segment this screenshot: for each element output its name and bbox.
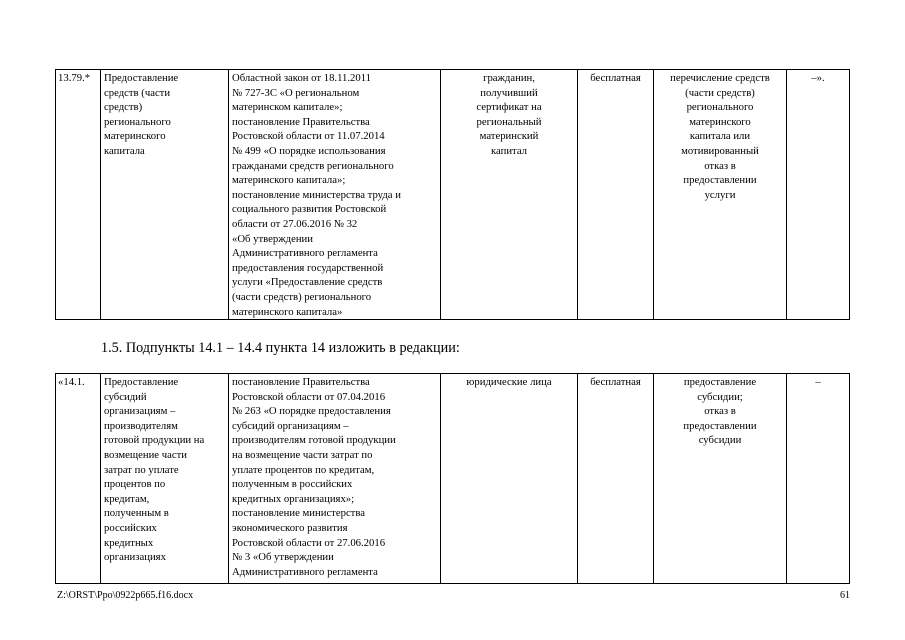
services-table-part-2 xyxy=(55,373,850,584)
applicant: гражданин, получивший сертификат на региональный материнский капитал xyxy=(441,70,578,320)
service-name: Предоставление средств (части средств) регионального материнского капитала xyxy=(101,70,229,320)
page-number: 61 xyxy=(840,590,850,601)
row-number: 13.79.* xyxy=(56,70,101,320)
note-cell: –». xyxy=(787,70,850,320)
note-cell: – xyxy=(787,374,850,584)
service-name: Предоставление субсидий организациям – производителям готовой продукции на возмещение части затрат по уплате процентов по кредитам, полученным в российских кредитных организациях xyxy=(101,374,229,584)
table-row xyxy=(56,70,850,320)
service-result: предоставление субсидии; отказ в предоставлении субсидии xyxy=(654,374,787,584)
legal-basis: постановление Правительства Ростовской области от 07.04.2016 № 263 «О порядке предоставления субсидий организациям – производителям готовой продукции на возмещение части затрат по уплате процентов по кредитам, полученным в российских кредитных организациях»; постановление министерства экономического развития Ростовской области от 27.06.2016 № 3 «Об утверждении Административного регламента xyxy=(229,374,441,584)
payment-terms: бесплатная xyxy=(578,374,654,584)
table-row xyxy=(56,374,850,584)
amendment-instruction: 1.5. Подпункты 14.1 – 14.4 пункта 14 изложить в редакции: xyxy=(101,340,460,356)
row-number: «14.1. xyxy=(56,374,101,584)
legal-basis: Областной закон от 18.11.2011 № 727-ЗС «О региональном материнском капитале»; постановление Правительства Ростовской области от 11.07.2014 № 499 «О порядке использования гражданами средств регионального материнского капитала»; постановление министерства труда и социального развития Ростовской области от 27.06.2016 № 32 «Об утверждении Административного регламента предоставления государственной услуги «Предоставление средств (части средств) регионального материнского капитала» xyxy=(229,70,441,320)
service-result: перечисление средств (части средств) регионального материнского капитала или мотивированный отказ в предоставлении услуги xyxy=(654,70,787,320)
footer-file-path: Z:\ORST\Ppo\0922p665.f16.docx xyxy=(57,590,194,601)
applicant: юридические лица xyxy=(441,374,578,584)
services-table-part-1 xyxy=(55,69,850,320)
payment-terms: бесплатная xyxy=(578,70,654,320)
